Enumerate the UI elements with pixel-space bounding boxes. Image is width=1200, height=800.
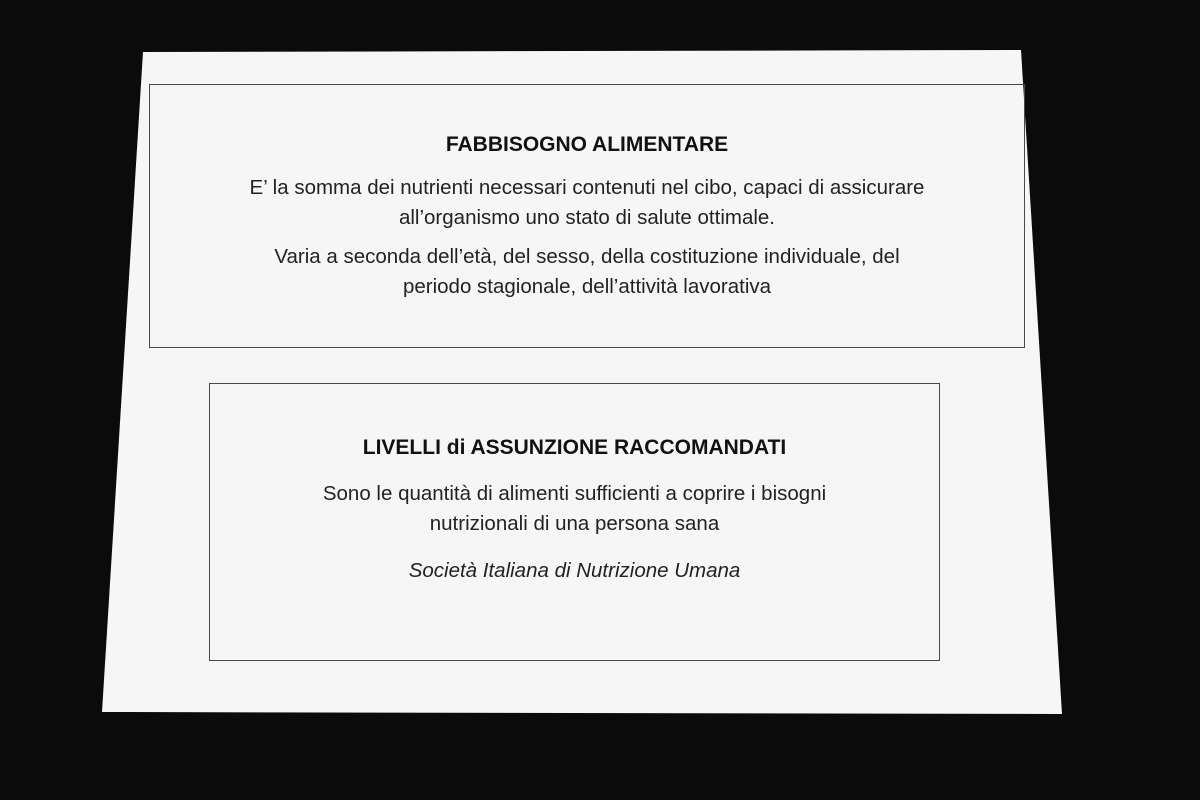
panel-1-title: FABBISOGNO ALIMENTARE — [445, 133, 729, 156]
panel-2-source: Società Italiana di Nutrizione Umana — [408, 559, 741, 582]
panel-1-paragraph-1-line-2: all’organismo uno stato di salute ottimale. — [398, 206, 776, 229]
panel-1-paragraph-2-line-2: periodo stagionale, dell’attività lavorativa — [402, 275, 772, 298]
panel-2-paragraph-1-line-1: Sono le quantità di alimenti sufficienti a coprire i bisogni — [322, 482, 827, 505]
panel-2-paragraph-1-line-2: nutrizionali di una persona sana — [429, 512, 720, 535]
panel-1-paragraph-2 — [150, 242, 1024, 302]
panel-1-paragraph-1 — [150, 173, 1024, 233]
panel-1-paragraph-1-line-1: E’ la somma dei nutrienti necessari contenuti nel cibo, capaci di assicurare — [249, 176, 925, 199]
panel-fabbisogno-alimentare — [149, 84, 1025, 348]
panel-livelli-assunzione — [209, 383, 940, 661]
panel-2-title: LIVELLI di ASSUNZIONE RACCOMANDATI — [362, 436, 787, 459]
panel-1-paragraph-2-line-1: Varia a seconda dell’età, del sesso, della costituzione individuale, del — [274, 245, 900, 268]
panel-2-paragraph-1 — [210, 479, 939, 539]
